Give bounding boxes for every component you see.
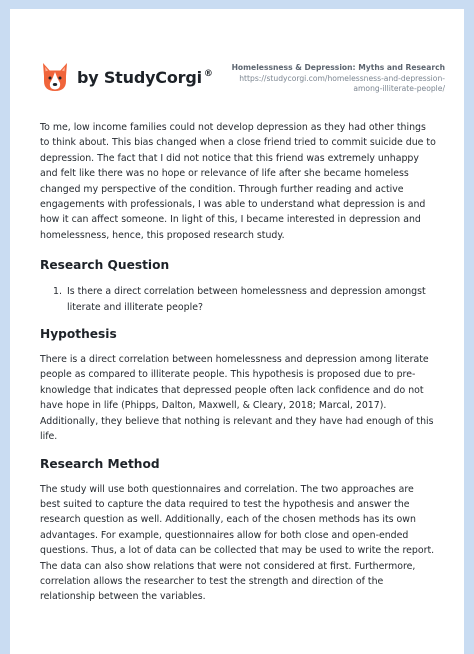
research-method-heading: Research Method (40, 456, 160, 471)
document-url-line-2[interactable]: among-illiterate-people/ (353, 84, 445, 93)
list-item-number: 1. (53, 286, 62, 298)
list-item (40, 284, 437, 315)
document-page (10, 9, 464, 654)
document-body (40, 120, 437, 605)
hypothesis-heading: Hypothesis (40, 327, 117, 342)
research-question-heading: Research Question (40, 258, 170, 273)
document-title: Homelessness & Depression: Myths and Research (231, 63, 445, 72)
document-url-line-1[interactable]: https://studycorgi.com/homelessness-and-depression- (239, 74, 445, 83)
list-item-text: Is there a direct correlation between homelessness and depression amongst literate and illiterate people? (67, 286, 426, 313)
research-method-paragraph: The study will use both questionnaires and correlation. The two approaches are best suited to capture the data required to test the hypothesis and answer the research question as well. Additionally, each of the chosen methods has its own advantages. For example, questionnaires allow for both close and open-ended questions. Thus, a lot of data can be collected that may be used to write the report. The data can also show relations that were not considered at first. Furthermore, correlation allows the researcher to test the strength and direction of the relationship between the variables. (40, 483, 435, 603)
intro-paragraph: To me, low income families could not develop depression as they had other things to think about. This bias changed when a close friend tried to commit suicide due to depression. The fact that I did not notice that this friend was extremely unhappy and felt like there was no hope or relevance of life after she became homeless changed my perspective of the condition. Through further reading and active engagements with professionals, I was able to understand what depression is and how it can affect someone. In light of this, I became interested in depression and homelessness, hence, this proposed research study. (40, 122, 436, 241)
registered-mark: ® (203, 69, 213, 80)
hypothesis-paragraph: There is a direct correlation between homelessness and depression among literate people as compared to illiterate people. This hypothesis is proposed due to pre-knowledge that indicates that depressed people often lack confidence and do not have hope in life (Phipps, Dalton, Maxwell, & Cleary, 2018; Marcal, 2017). Additionally, they believe that nothing is relevant and they have had enough of this life. (40, 354, 434, 443)
studycorgi-logo[interactable] (40, 57, 213, 97)
research-question-list (40, 284, 437, 315)
document-header-meta (215, 62, 445, 94)
corgi-head-icon (40, 61, 70, 93)
document-url[interactable] (215, 74, 445, 94)
brand-name-text: by StudyCorgi (77, 67, 202, 87)
brand-name (77, 68, 213, 87)
